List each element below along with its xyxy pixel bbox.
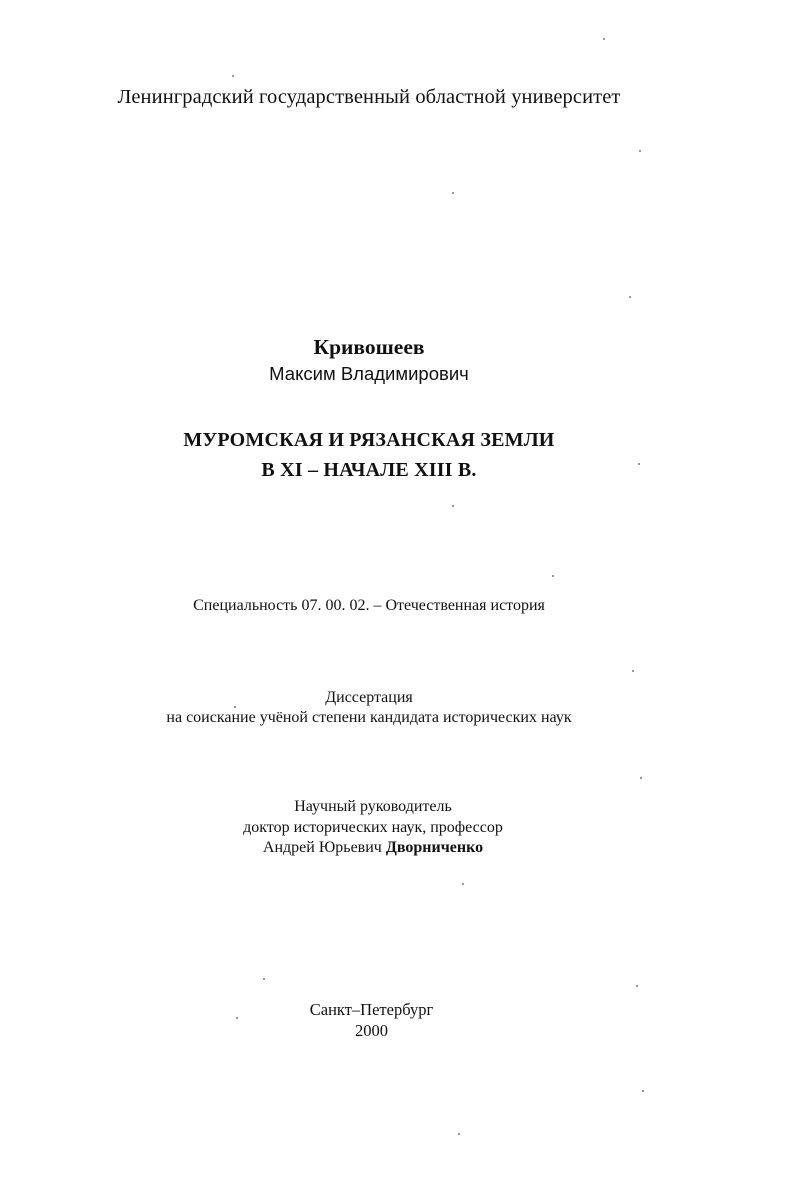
scan-speck — [462, 883, 464, 885]
scan-speck — [234, 706, 236, 708]
scan-speck — [640, 777, 642, 779]
supervisor-last-name: Дворниченко — [385, 839, 484, 856]
scan-speck — [603, 38, 605, 40]
dissertation-label: Диссертация — [325, 689, 413, 706]
scan-speck — [632, 670, 634, 672]
degree-sought: на соискание учёной степени кандидата исторических наук — [166, 709, 572, 726]
scan-speck — [552, 575, 554, 577]
supervisor-name — [0, 839, 746, 857]
scan-speck — [263, 978, 265, 980]
scan-speck — [636, 985, 638, 987]
scan-speck — [452, 192, 454, 194]
scan-speck — [639, 150, 641, 152]
supervisor-first-name: Андрей Юрьевич — [262, 839, 382, 856]
scan-speck — [629, 296, 631, 298]
city: Санкт–Петербург — [309, 1000, 434, 1019]
scan-speck — [638, 463, 640, 465]
scan-speck — [232, 75, 234, 77]
supervisor-role: Научный руководитель — [294, 798, 452, 815]
author-surname: Кривошеев — [313, 335, 425, 359]
author-given-names: Максим Владимирович — [269, 363, 469, 384]
scan-speck — [236, 1017, 238, 1019]
year: 2000 — [355, 1021, 388, 1040]
scan-speck — [458, 1133, 460, 1135]
supervisor-degree: доктор исторических наук, профессор — [243, 819, 503, 836]
dissertation-title-line-1: МУРОМСКАЯ И РЯЗАНСКАЯ ЗЕМЛИ — [183, 429, 555, 451]
scan-speck — [452, 505, 454, 507]
university-name: Ленинградский государственный областной университет — [117, 86, 621, 108]
scan-speck — [642, 1090, 644, 1092]
dissertation-title-line-2: В XI – НАЧАЛЕ XIII В. — [261, 459, 477, 481]
specialty-code: Специальность 07. 00. 02. – Отечественная история — [193, 597, 545, 614]
